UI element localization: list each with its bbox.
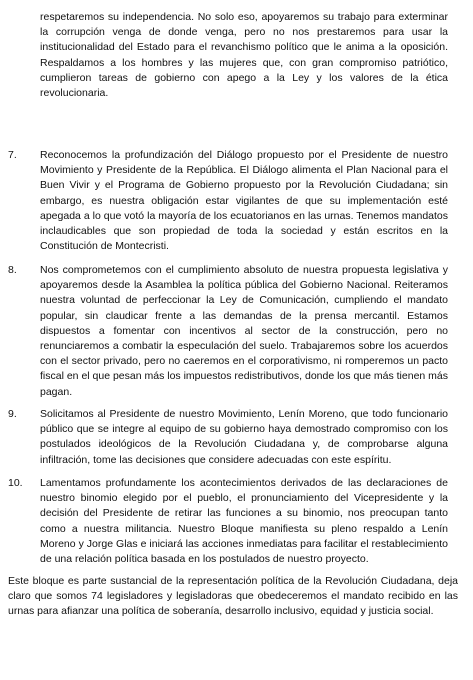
intro-continuation-paragraph: respetaremos su independencia. No solo eso, apoyaremos su trabajo para exterminar la corrupción venga de donde venga, pero no nos prestaremos para usar la institucionalidad del Estado para el revanchismo político que le anima a la oposición. Respaldamos a los hombres y las mujeres que, con gran compromiso patriótico, cumplieron tareas de gobierno con apego a la Ley y los valores de la ética revolucionaria.	[40, 11, 448, 100]
item-number-9: 9.	[8, 408, 17, 420]
item-text-9: Solicitamos al Presidente de nuestro Movimiento, Lenín Moreno, que todo funcionario público que se integre al equipo de su gobierno haya demostrado compromiso con los postulados ideológicos de la Revolución Ciudadana y, de comprobarse alguna infiltración, tome las decisiones que considere adecuadas con este espíritu.	[40, 408, 448, 466]
item-number-10: 10.	[8, 477, 23, 489]
item-text-7: Reconocemos la profundización del Diálogo propuesto por el Presidente de nuestro Movimiento y Presidente de la República. El Diálogo alimenta el Plan Nacional para el Buen Vivir y el Programa de Gobierno propuesto por la Revolución Ciudadana; sin embargo, es nuestra obligación estar vigilantes de que su implementación esté apegada a lo que votó la mayoría de los ecuatorianos en las urnas. Tenemos mandatos inclaudicables que son propiedad de toda la sociedad y están escritos en la Constitución de Montecristi.	[40, 149, 448, 253]
item-number-7: 7.	[8, 149, 17, 161]
item-text-8: Nos comprometemos con el cumplimiento absoluto de nuestra propuesta legislativa y apoyaremos desde la Asamblea la política pública del Gobierno Nacional. Reiteramos nuestra voluntad de perfeccionar la Ley de Comunicación, cumpliendo el mandato popular, sin claudicar frente a las demandas de la prensa mercantil. Estamos dispuestos a fomentar con incentivos al sector de la construcción, pero no renunciaremos a combatir la especulación del suelo. Trabajaremos sobre los acuerdos con el sector privado, pero no caeremos en el corporativismo, ni romperemos un pacto fiscal en el que pesan más los impuestos redistributivos, donde los que más tienen más pagan.	[40, 264, 448, 398]
item-number-8: 8.	[8, 264, 17, 276]
closing-paragraph: Este bloque es parte sustancial de la representación política de la Revolución Ciudadana, deja claro que somos 74 legisladores y legisladoras que obedeceremos el mandato recibido en las urnas para afianzar una política de soberanía, desarrollo inclusivo, equidad y justicia social.	[8, 575, 458, 618]
item-text-10: Lamentamos profundamente los acontecimientos derivados de las declaraciones de nuestro binomio elegido por el pueblo, el pronunciamiento del Vicepresidente y la decisión del Presidente de retirar las funciones a su binomio, nos preocupan tanto como a nuestra militancia. Nuestro Bloque manifiesta su pleno respaldo a Lenín Moreno y Jorge Glas e iniciará las acciones inmediatas para facilitar el restablecimiento de una relación política basada en los postulados de nuestro proyecto.	[40, 477, 448, 566]
